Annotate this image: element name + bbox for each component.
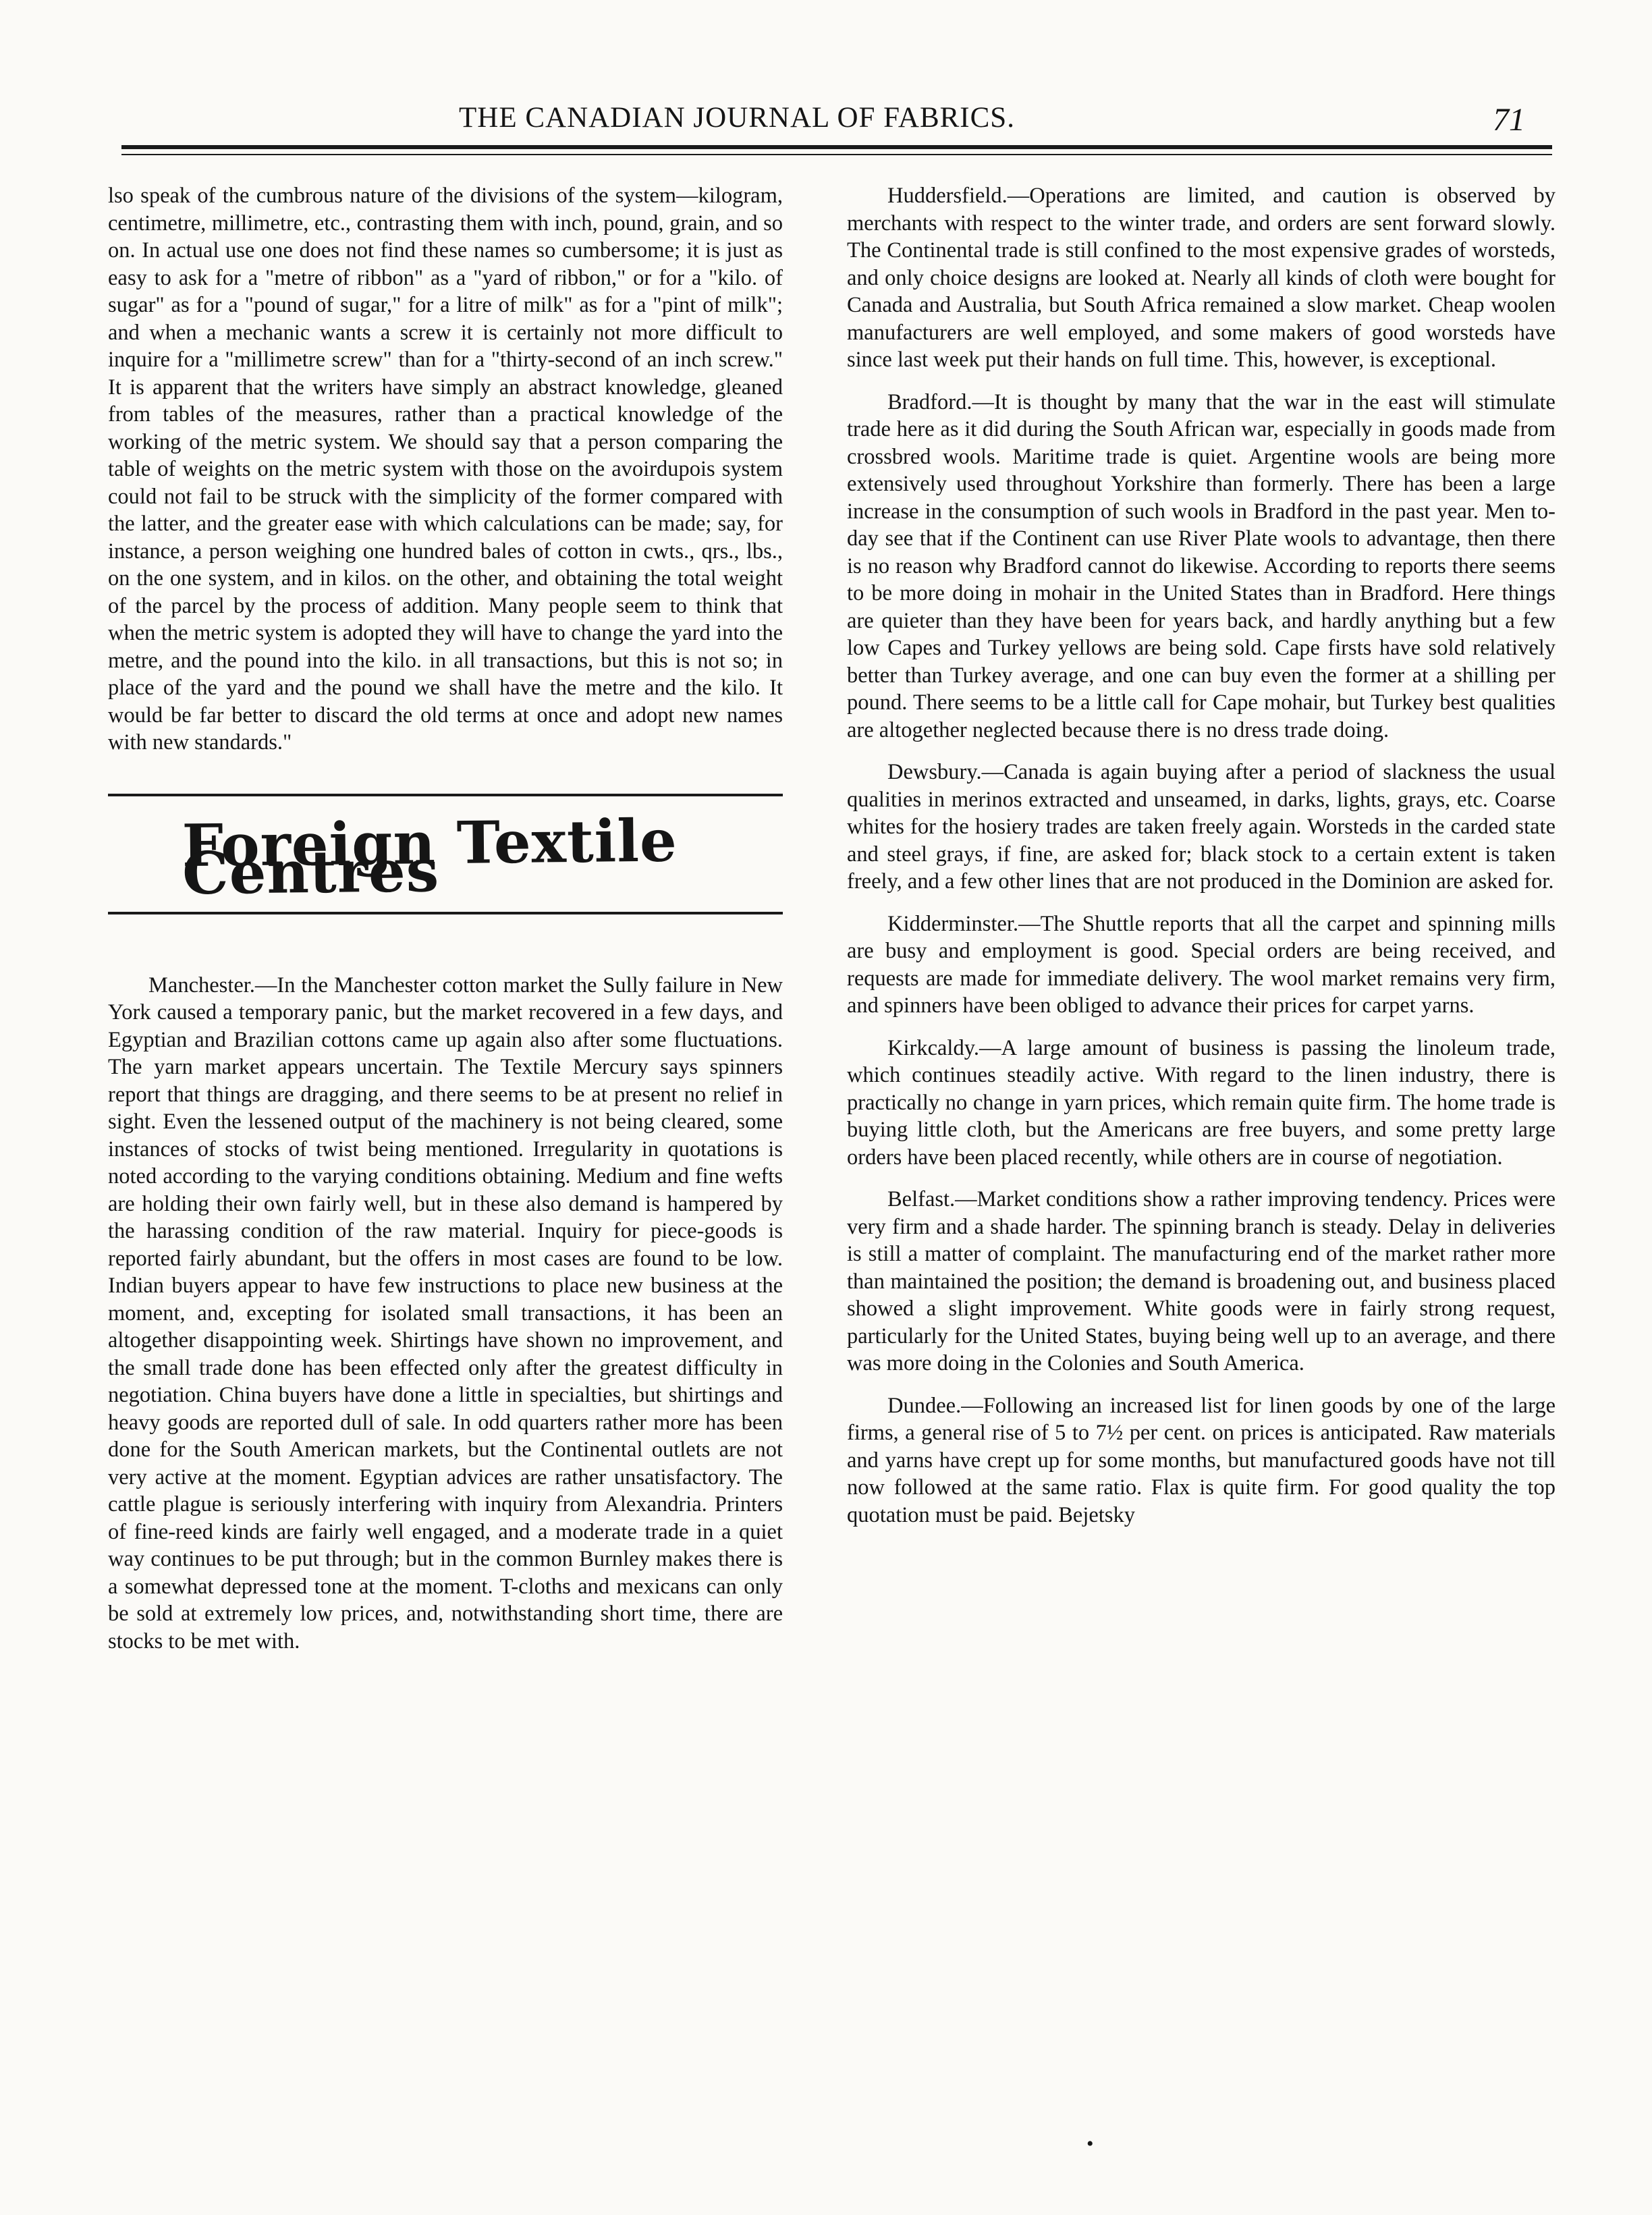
huddersfield-paragraph: Huddersfield.—Operations are limited, and caution is observed by merchants with respect to the winter trade, and orders are sent forward slowly. The Continental trade is still confined to the most expensive grades of worsteds, and only choice designs are looked at. Nearly all kinds of cloth were bought for Canada and Australia, but South Africa remained a slow market. Cheap woolen manufacturers are well employed, and some makers of good worsteds have since last week put their hands on full time. This, however, is exceptional. xyxy=(847,184,1555,372)
dundee-paragraph: Dundee.—Following an increased list for linen goods by one of the large firms, a general rise of 5 to 7½ per cent. on prices is anticipated. Raw materials and yarns have crept up for some months, but manufactured goods have not till now followed at the same ratio. Flax is quite firm. For good quality the top quotation must be paid. Bejetsky xyxy=(847,1393,1555,1527)
page-number: 71 xyxy=(1493,102,1525,138)
manchester-paragraph: Manchester.—In the Manchester cotton market the Sully failure in New York caused a temporary panic, but the market recovered in a few days, and Egyptian and Brazilian cottons came up again also after some fluctuations. The yarn market appears uncertain. The Textile Mercury says spinners report that things are dragging, and there seems to be at present no relief in sight. Even the lessened output of the machinery is not being cleared, some instances of stocks of twist being mentioned. Irregularity in quotations is noted according to the varying conditions obtaining. Medium and fine wefts are holding their own fairly well, but in these also demand is hampered by the harassing condition of the raw material. Inquiry for piece-goods is reported fairly abundant, but the offers in most cases are found to be low. Indian buyers appear to have few instructions to place new business at the moment, and, excepting for isolated small transactions, it has been an altogether disappointing week. Shirtings have shown no improvement, and the small trade done has been effected only after the greatest difficulty in negotiation. China buyers have done a little in specialties, but shirtings and heavy goods are reported dull of sale. In odd quarters rather more has been done for the South American markets, but the Continental outlets are not very active at the moment. Egyptian advices are rather unsatisfactory. The cattle plague is seriously interfering with inquiry from Alexandria. Printers of fine-reed kinds are fairly well engaged, and a moderate trade in a quiet way continues to be put through; but in the common Burnley makes there is a somewhat depressed tone at the moment. T-cloths and mexicans can only be sold at extremely low prices, and, notwithstanding short time, there are stocks to be met with. xyxy=(108,973,783,1653)
right-column xyxy=(847,182,1555,1543)
page-header xyxy=(121,101,1552,148)
left-column xyxy=(108,182,783,1670)
section-title: Foreign Textile Centres xyxy=(182,806,678,908)
belfast-paragraph: Belfast.—Market conditions show a rather improving tendency. Prices were very firm and a shade harder. The spinning branch is steady. Delay in deliveries is still a matter of complaint. The manufacturing end of the market rather more than maintained the position; the demand is broadening out, and business placed showed a slight improvement. White goods were in fairly strong request, particularly for the United States, buying being well up to an average, and there was more doing in the Colonies and South America. xyxy=(847,1187,1555,1375)
dewsbury-paragraph: Dewsbury.—Canada is again buying after a period of slackness the usual qualities in merinos extracted and unseamed, in darks, lights, grays, etc. Coarse whites for the hosiery trades are taken freely again. Worsteds in the carded state and steel grays, if fine, are asked for; black stock to a certain extent is taken freely, and a few other lines that are not produced in the Dominion are asked for. xyxy=(847,760,1555,894)
kidderminster-paragraph: Kidderminster.—The Shuttle reports that all the carpet and spinning mills are busy and employment is good. Special orders are being received, and requests are made for immediate delivery. The wool market remains very firm, and spinners have been obliged to advance their prices for carpet yarns. xyxy=(847,911,1555,1018)
running-head: THE CANADIAN JOURNAL OF FABRICS. xyxy=(459,102,1015,134)
kirkcaldy-paragraph: Kirkcaldy.—A large amount of business is passing the linoleum trade, which continues steadily active. With regard to the linen industry, there is practically no change in yarn prices, which remain quite firm. The home trade is buying little cloth, but the Americans are free buyers, and some pretty large orders have been placed recently, while others are in course of negotiation. xyxy=(847,1035,1555,1170)
header-rule-thin xyxy=(121,154,1552,155)
section-bottom-rule xyxy=(108,912,783,914)
header-rule xyxy=(121,145,1552,149)
intro-paragraph: lso speak of the cumbrous nature of the divisions of the system—kilogram, centimetre, millimetre, etc., contrasting them with inch, pound, grain, and so on. In actual use one does not find these names so cumbersome; it is just as easy to ask for a "metre of ribbon" as a "yard of ribbon," or for a "kilo. of sugar" as for a "pound of sugar," for a litre of milk" as for a "pint of milk"; and when a mechanic wants a screw it is certainly not more difficult to inquire for a "millimetre screw" than for a "thirty-second of an inch screw." It is apparent that the writers have simply an abstract knowledge, gleaned from tables of the measures, rather than a practical knowledge of the working of the metric system. We should say that a person comparing the table of weights on the metric system with those on the avoirdupois system could not fail to be struck with the simplicity of the former compared with the latter, and the greater ease with which calculations can be made; say, for instance, a person weighing one hundred bales of cotton in cwts., qrs., lbs., on the one system, and in kilos. on the other, and obtaining the total weight of the parcel by the process of addition. Many people seem to think that when the metric system is adopted they will have to change the yard into the metre, and the pound into the kilo. in all transactions, but this is not so; in place of the yard and the pound we shall have the metre and the kilo. It would be far better to discard the old terms at once and adopt new names with new standards." xyxy=(108,184,783,755)
page-bullet-mark: • xyxy=(1086,2133,1094,2155)
bradford-paragraph: Bradford.—It is thought by many that the war in the east will stimulate trade here as it did during the South African war, especially in goods made from crossbred wools. Maritime trade is quiet. Argentine wools are being more extensively used throughout Yorkshire than formerly. There has been a large increase in the consumption of such wools in Bradford in the past year. Men to-day see that if the Continent can use River Plate wools to advantage, then there is no reason why Bradford cannot do likewise. According to reports there seems to be more doing in mohair in the United States than in Bradford. Here things are quieter than they have been for years back, and hardly anything but a few low Capes and Turkey yellows are being sold. Cape firsts have sold relatively better than Turkey average, and one can buy even the former at a shilling per pound. There seems to be a little call for Cape mohair, but Turkey best qualities are altogether neglected because there is no dress trade doing. xyxy=(847,389,1555,742)
section-top-rule xyxy=(108,794,783,796)
